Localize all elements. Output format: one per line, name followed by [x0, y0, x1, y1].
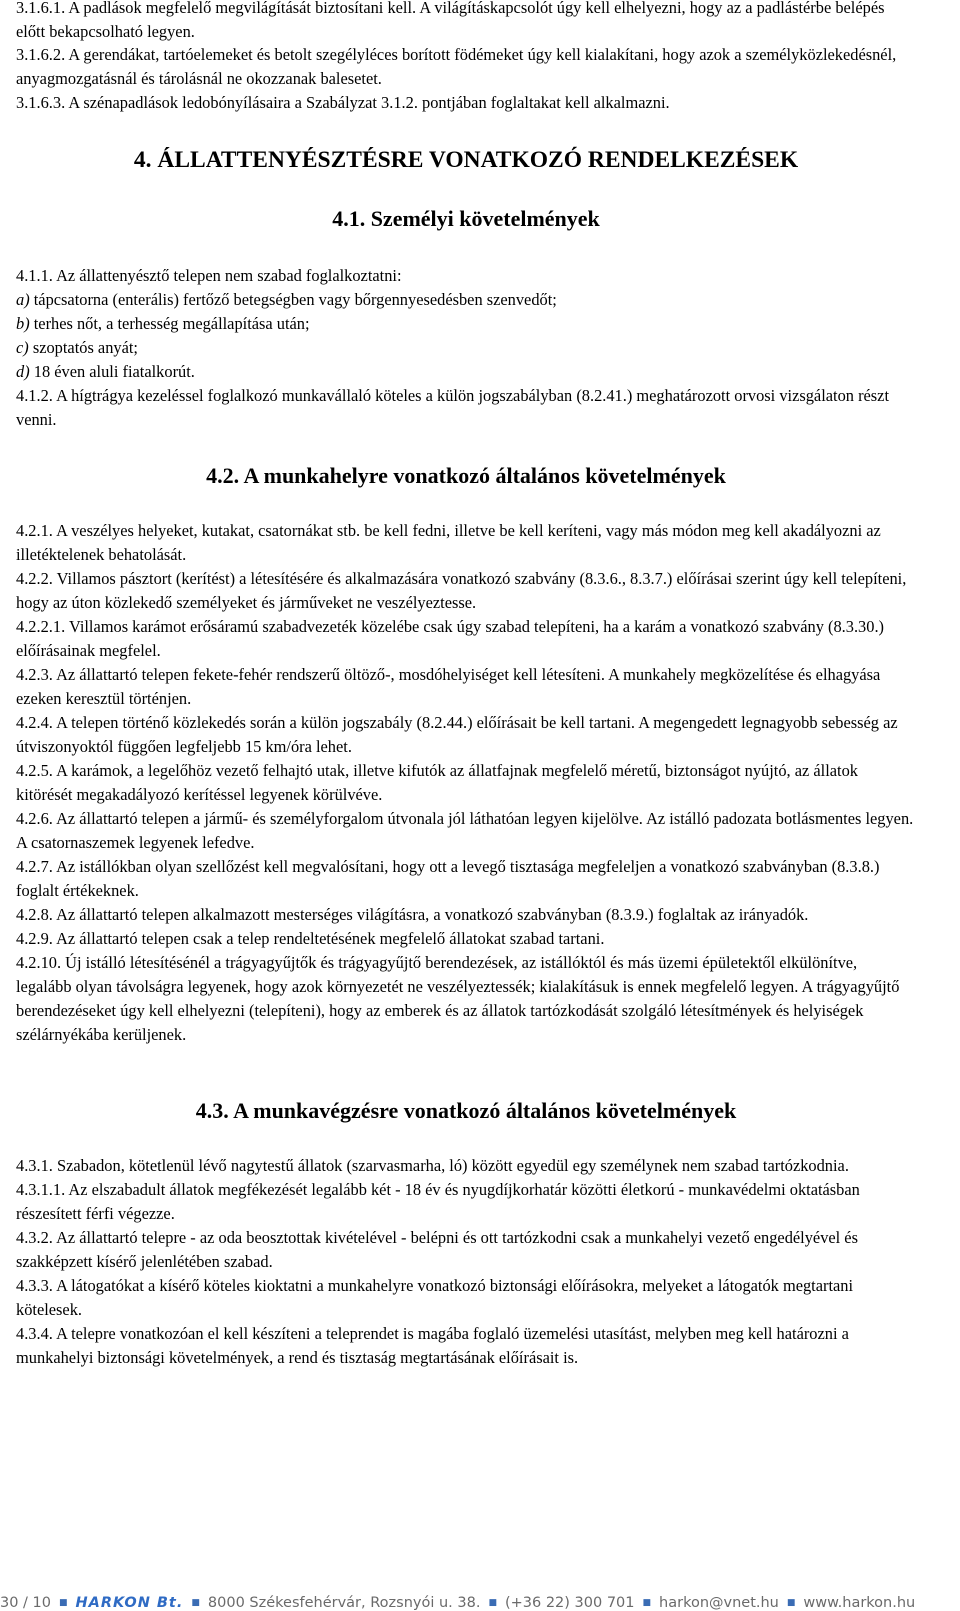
list-text: terhes nőt, a terhesség megállapítása után;	[29, 314, 310, 333]
separator-square-icon: ■	[59, 1598, 68, 1608]
list-text: szoptatós anyát;	[28, 338, 138, 357]
para-3-1-6-2: 3.1.6.2. A gerendákat, tartóelemeket és betolt szegélyléces borított födémeket úgy kell kialakítani, hogy azok a személyközlekedésnél, anyagmozgatásnál és tárolásnál ne okozzanak balesetet.	[16, 45, 897, 88]
para-4-3-2: 4.3.2. Az állattartó telepre - az oda beosztottak kivételével - belépni és ott tartózkodni csak a munkahelyi vezető engedélyével és szakképzett kísérő jelenlétében szabad.	[16, 1228, 858, 1271]
para-4-2-10: 4.2.10. Új istálló létesítésénél a trágyagyűjtők és trágyagyűjtő berendezések, az istállóktól és más üzemi épületektől elkülönítve, legalább olyan távolságra legyenek, hogy azok környezetét ne veszélyeztessék; kialakításuk is ennek megfelelő legyen. A trágyagyűjtő berendezéseket úgy kell elhelyezni (telepíteni), hogy az emberek és az állatok tartózkodását szolgáló létesítmények és helyiségek szélárnyékába kerüljenek.	[16, 953, 900, 1044]
company-logo: HARKON Bt.	[75, 1595, 184, 1611]
list-item	[16, 360, 916, 384]
separator-square-icon: ■	[642, 1598, 652, 1608]
para-4-2-9: 4.2.9. Az állattartó telepen csak a telep rendeltetésének megfelelő állatokat szabad tartani.	[16, 929, 605, 948]
list-item	[16, 312, 916, 336]
para-4-2-8: 4.2.8. Az állattartó telepen alkalmazott mesterséges világításra, a vonatkozó szabványban (8.3.9.) foglaltak az irányadók.	[16, 905, 809, 924]
footer-website-link[interactable]: www.harkon.hu	[803, 1595, 916, 1611]
section-heading-4-2: 4.2. A munkahelyre vonatkozó általános követelmények	[206, 463, 726, 488]
para-4-2-4: 4.2.4. A telepen történő közlekedés során a külön jogszabály (8.2.44.) előírásait be kell tartani. A megengedett legnagyobb sebesség az útviszonyoktól függően legfeljebb 15 km/óra lehet.	[16, 713, 898, 756]
section-heading-4-1: 4.1. Személyi követelmények	[332, 206, 600, 231]
section-heading-4-3: 4.3. A munkavégzésre vonatkozó általános követelmények	[195, 1098, 737, 1123]
section-4-1-body	[16, 264, 916, 432]
separator-square-icon: ■	[191, 1598, 200, 1608]
separator-square-icon: ■	[786, 1598, 796, 1608]
para-4-3-1-1: 4.3.1.1. Az elszabadult állatok megfékezését legalább két - 18 év és nyugdíjkorhatár közötti életkorú - munkavédelmi oktatásban részesített férfi végezze.	[16, 1180, 860, 1223]
para-4-1-1: 4.1.1. Az állattenyésztő telepen nem szabad foglalkoztatni:	[16, 266, 402, 285]
para-4-2-2: 4.2.2. Villamos pásztort (kerítést) a létesítésére és alkalmazására vonatkozó szabvány (8.3.6., 8.3.7.) előírásai szerint úgy kell telepíteni, hogy az úton közlekedő személyeket és járműveket ne veszélyeztesse.	[16, 569, 907, 612]
list-text: tápcsatorna (enterális) fertőző betegségben vagy bőrgennyesedésben szenvedőt;	[29, 290, 557, 309]
para-4-2-7: 4.2.7. Az istállókban olyan szellőzést kell megvalósítani, hogy ott a levegő tisztasága megfeleljen a vonatkozó szabványban (8.3.8.) foglalt értékeknek.	[16, 857, 880, 900]
footer-address: 8000 Székesfehérvár, Rozsnyói u. 38.	[207, 1595, 481, 1611]
para-3-1-6-3: 3.1.6.3. A szénapadlások ledobónyílásaira a Szabályzat 3.1.2. pontjában foglaltakat kell alkalmazni.	[16, 93, 670, 112]
para-4-2-1: 4.2.1. A veszélyes helyeket, kutakat, csatornákat stb. be kell fedni, illetve be kell keríteni, vagy más módon meg kell akadályozni az illetéktelenek behatolását.	[16, 521, 881, 564]
para-4-2-2-1: 4.2.2.1. Villamos karámot erősáramú szabadvezeték közelébe csak úgy szabad telepíteni, ha a karám a vonatkozó szabvány (8.3.30.) előírásainak megfelel.	[16, 617, 884, 660]
footer-email-link[interactable]: harkon@vnet.hu	[659, 1595, 779, 1611]
para-4-2-5: 4.2.5. A karámok, a legelőhöz vezető felhajtó utak, illetve kifutók az állatfajnak megfelelő méretű, biztonságot nyújtó, az állatok kitörését megakadályozó kerítéssel legyenek körülvéve.	[16, 761, 859, 804]
list-letter: b)	[16, 314, 30, 333]
para-4-3-4: 4.3.4. A telepre vonatkozóan el kell készíteni a teleprendet is magába foglaló üzemelési utasítást, melyben meg kell határozni a munkahelyi biztonsági követelmények, a rend és tisztaság megtartásának előírásait is.	[16, 1324, 849, 1367]
separator-square-icon: ■	[488, 1598, 497, 1608]
page-number: 30 / 10	[0, 1595, 52, 1611]
footer-phone: (+36 22) 300 701	[504, 1595, 635, 1611]
para-4-3-3: 4.3.3. A látogatókat a kísérő köteles kioktatni a munkahelyre vonatkozó biztonsági előírásokra, melyeket a látogatók megtartani kötelesek.	[16, 1276, 854, 1319]
section-4-3-body	[16, 1154, 916, 1370]
para-4-2-3: 4.2.3. Az állattartó telepen fekete-fehér rendszerű öltöző-, mosdóhelyiséget kell létesíteni. A munkahely megközelítése és elhagyása ezeken keresztül történjen.	[16, 665, 881, 708]
section-4-2-body	[16, 519, 916, 1047]
list-text: 18 éven aluli fiatalkorút.	[29, 362, 195, 381]
list-item	[16, 336, 916, 360]
list-letter: c)	[16, 338, 29, 357]
chapter-heading-4: 4. ÁLLATTENYÉSZTÉSRE VONATKOZÓ RENDELKEZÉSEK	[133, 147, 799, 173]
para-4-3-1: 4.3.1. Szabadon, kötetlenül lévő nagytestű állatok (szarvasmarha, ló) között egyedül egy személynek nem szabad tartózkodnia.	[16, 1156, 849, 1175]
para-3-1-6-1: 3.1.6.1. A padlások megfelelő megvilágítását biztosítani kell. A világításkapcsolót úgy kell elhelyezni, hogy az a padlástérbe belépés előtt bekapcsolható legyen.	[16, 0, 885, 41]
list-letter: a)	[16, 290, 30, 309]
list-item	[16, 288, 916, 312]
para-4-1-2: 4.1.2. A hígtrágya kezeléssel foglalkozó munkavállaló köteles a külön jogszabályban (8.2.41.) meghatározott orvosi vizsgálaton részt venni.	[16, 386, 890, 429]
page-footer	[0, 1595, 960, 1611]
para-4-2-6: 4.2.6. Az állattartó telepen a jármű- és személyforgalom útvonala jól láthatóan legyen kijelölve. Az istálló padozata botlásmentes legyen. A csatornaszemek legyenek lefedve.	[16, 809, 914, 852]
list-letter: d)	[16, 362, 30, 381]
